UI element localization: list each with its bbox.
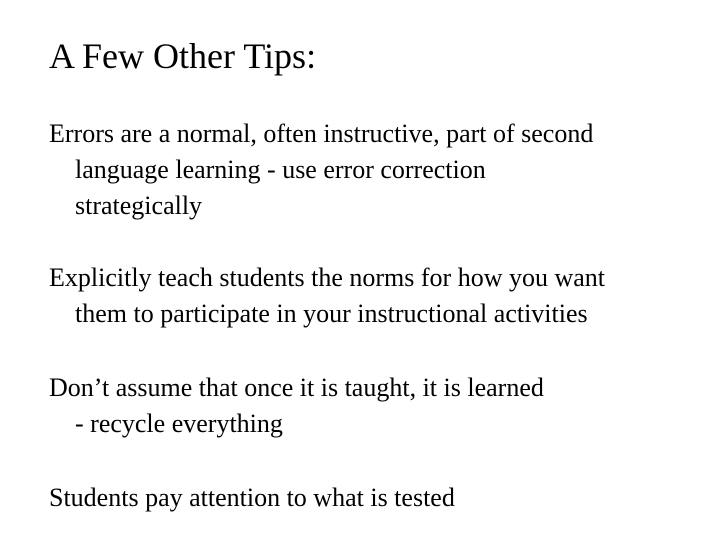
tip-item [49,370,689,442]
tip-text-line: Explicitly teach students the norms for how you want [49,263,606,292]
tip-item [49,480,689,516]
slide-title: A Few Other Tips: [49,36,317,76]
tip-item [49,116,689,224]
tip-text-line: Students pay attention to what is tested [49,483,455,512]
tip-text-line: them to participate in your instructional activities [75,299,588,328]
tip-text-line: strategically [75,191,203,220]
tip-text-line: language learning - use error correction [75,155,486,184]
tip-text-line: Errors are a normal, often instructive, part of second [49,119,594,148]
tip-text-line: - recycle everything [75,409,283,438]
tips-list [49,116,689,516]
tip-text-line: Don’t assume that once it is taught, it is learned [49,373,544,402]
tip-item [49,260,689,332]
